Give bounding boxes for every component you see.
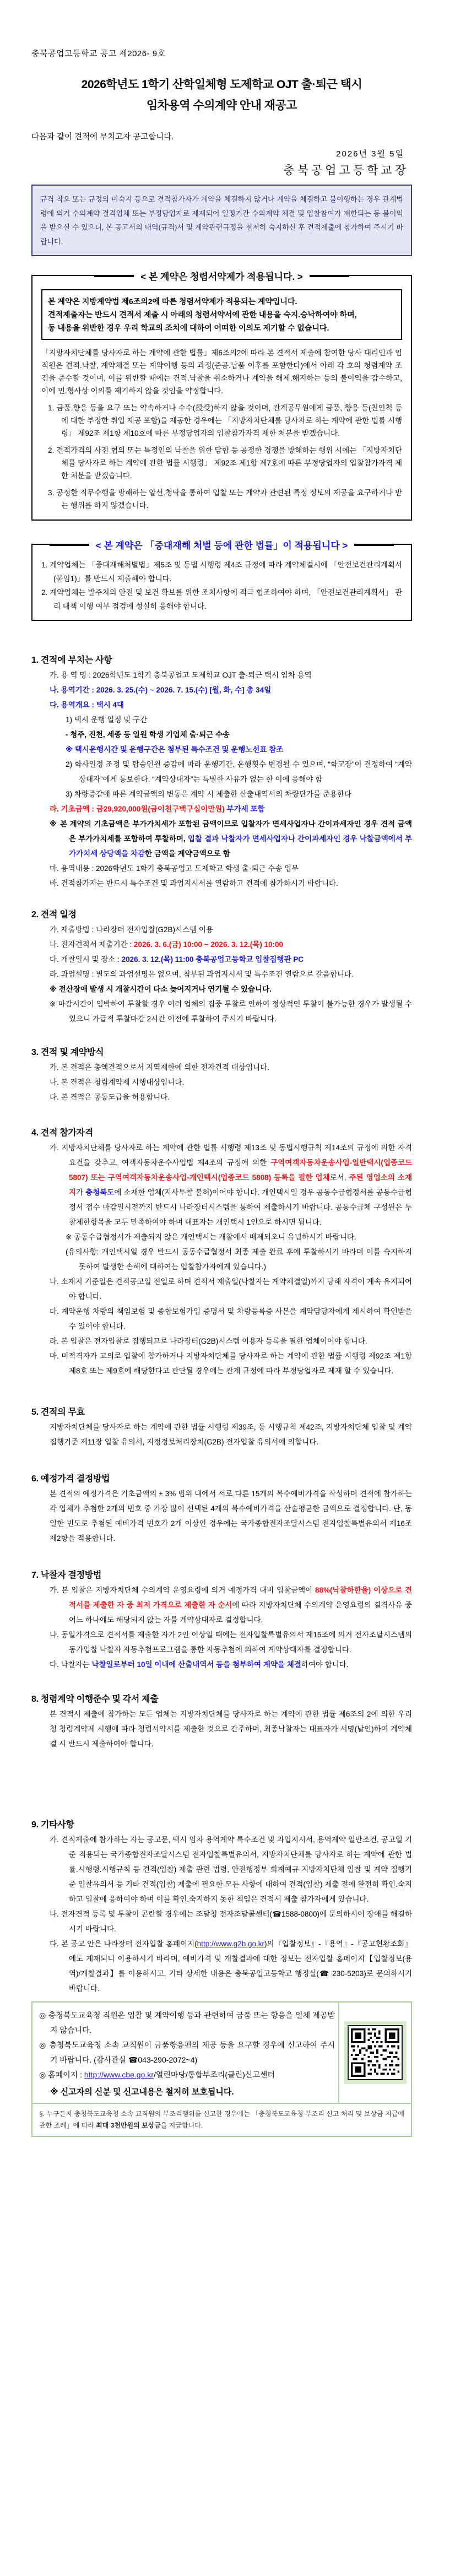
section-7-heading: 7. 낙찰자 결정방법	[31, 1571, 102, 1580]
s3-item-na: 나. 본 견적은 청렴계약제 시행대상입니다.	[50, 1078, 185, 1086]
g2b-link[interactable]: http://www.g2b.go.kr	[197, 1940, 264, 1948]
s4-joint-caution: (유의사항: 개인택시일 경우 반드시 공동수급협정서 최종 제출 완료 후에 투찰하시기 바라며 이를 숙지하지 못하여 발생한 손해에 대하여는 입찰참가자에게 있습니다.)	[66, 1248, 412, 1271]
s7-ga-black1: 가. 본 입찰은 지방자치단체 수의계약 운영요령에 의거 예정가격 대비 입찰금액이	[50, 1586, 315, 1594]
pledge-item-1: 1. 금품.향응 등을 요구 또는 약속하거나 수수(授受)하지 않을 것이며, 관계공무원에게 금품, 향응 등(친인척 등에 대한 부정한 취업 제공 포함)을 제공한 경우에는 「지방자치단체를 당사자로 하는 계약에 관한 법률 시행령」 제92조 제1항 제10호에 따른 부정당업자의 입찰참가자격 제한 처분을 받겠습니다.	[48, 404, 402, 437]
homepage-label: ◎ 홈페이지 :	[39, 2070, 84, 2079]
s1-service-name: 가. 용 역 명 : 2026학년도 1학기 충북공업고 도제학교 OJT 출·퇴근 택시 임차 용역	[50, 671, 312, 679]
integrity-pledge-title-row	[32, 269, 411, 283]
safety-item-2: 2. 계약업체는 발주처의 안전 및 보건 확보를 위한 조치사항에 적극 협조하여야 하며, 「안전보건관리계획서」 관리 대책 이행 여부 점검에 성실히 응해야 합니다.	[41, 588, 402, 610]
s4-ga-black2: 로서,	[329, 1173, 349, 1182]
base-amount-value: 금29,920,000원(금이천구백구십이만원)	[96, 805, 225, 813]
vat-note-black1: ※ 본 계약의 기초금액은 부가가치세가 포함된 금액이므로 입찰자가 면세사업자나 간이과세자인 경우 견적 금액은 부가가치세를 포함하여 투찰하며,	[50, 820, 412, 843]
safety-title-row	[32, 538, 411, 551]
vat-note-blue: 입찰 결과 낙찰자가 면세사업자나 간이과세자인 경우 낙찰금액에서 부가가치세 상당액을 차감	[69, 835, 412, 858]
s4-insurance: 다. 계약운행 차량의 책임보험 및 종합보험가입 증명서 및 차량등록증 사본을 계약담당자에게 제시하여 확인받을 수 있어야 합니다.	[50, 1307, 412, 1330]
s4-ga-black4: 에 소재한 업체(지사투찰 불허)이어야 합니다. 개인택시일 경우 공동수급협정서를 공동수급협정서 접수 마감일시전까지 반드시 나라장터시스템을 통하여 제출하시기 바랍니다. 공동수급체 구성원은 투찰제한항목을 모두 만족하여야 하며 대표자는 개인택시 1인으로 하시면 됩니다.	[69, 1188, 412, 1226]
reward-text-post: 을 지급합니다.	[160, 2122, 203, 2129]
s2-deadline-note: ※ 마감시간이 임박하여 투찰할 경우 여러 업체의 집중 투찰로 인하여 정상적인 투찰이 불가능한 경우가 발생될 수 있으니 가급적 투찰마감 2시간 이전에 투찰하여 주시기 바랍니다.	[50, 1000, 412, 1023]
s4-ga-red1: 구역여객자동차운송사업-일반택시(업종코드 5807) 또는 구역여객자동차운송사업-개인택시(업종코드 5808) 등록을 필한 업체	[69, 1159, 412, 1182]
title-rule-right	[310, 275, 349, 277]
s1-vat-note	[50, 816, 412, 861]
s7-ga-black2: 에 따라 지방자치단체 수의계약 운영요령의 결격사유 중 어느 하나에도 해당되지 않는 자를 계약상대자로 결정합니다.	[69, 1601, 413, 1624]
s7-da-blue: 낙찰일로부터 10일 이내에 산출내역서 등을 첨부하여 계약을 체결	[91, 1660, 301, 1669]
s3-item-ga: 가. 본 견적은 총액견적으로서 지역제한에 의한 전자견적 대상입니다.	[50, 1063, 269, 1071]
safety-item-1: 1. 계약업체는 「중대재해처벌법」제5조 및 동법 시행령 제4조 규정에 따라 계약체결시에 「안전보건관리계획서(붙임1)」를 반드시 제출해야 합니다.	[41, 561, 402, 583]
caution-box: 규격 착오 또는 규정의 미숙지 등으로 견적참가자가 계약을 체결하지 않거나 계약을 체결하고 불이행하는 경우 관계법령에 의거 수의계약 결격업체 또는 부정당업자로 제재되어 일정기간 수의계약 체결 및 입찰참여가 제한되는 등 불이익을 받으실 수 있으니, 본 공고서의 내역(규격)서 및 계약관련규정을 철저히 숙지하신 후 견적제출에 참가하여 주시기 바랍니다.	[31, 185, 412, 256]
qr-cell	[338, 2003, 411, 2103]
pledge-summary-line1: 본 계약은 지방계약법 제6조의2에 따른 청렴서약제가 적용되는 계약입니다.	[48, 297, 297, 306]
clean-report-top	[32, 2003, 411, 2103]
s4-g2b-registration: 라. 본 입찰은 전자입찰로 집행되므로 나라장터(G2B)시스템 이용자 등록을 필한 업체이어야 합니다.	[50, 1337, 367, 1345]
intro-line: 다음과 같이 견적에 부치고자 공고합니다.	[31, 133, 174, 142]
submit-period-label: 나. 전자견적서 제출기간 :	[50, 940, 134, 949]
s9-callcenter: 나. 전자견적 등록 및 투찰이 곤란할 경우에는 조달청 전자조달콜센터(☎1588-0800)에 문의하시어 장애를 해결하시기 바랍니다.	[50, 1910, 412, 1933]
integrity-pledge-title: < 본 계약은 청렴서약제가 적용됩니다. >	[134, 269, 310, 283]
s2-task-description: 라. 과업설명 : 별도의 과업설명은 없으며, 첨부된 과업지시서 및 특수조건 열람으로 갈음합니다.	[50, 970, 354, 978]
reward-notice	[32, 2103, 411, 2136]
s9-da-pre: 다. 본 공고 안은 나라장터 전자입찰 홈페이지(	[50, 1940, 197, 1948]
section-2	[31, 907, 412, 1026]
s1-service-content: 마. 용역내용 : 2026학년도 1학기 충북공업고 도제학교 학생 출·퇴근 수송 업무	[50, 864, 299, 873]
section-5-heading: 5. 견적의 무효	[31, 1408, 85, 1417]
section-9-heading: 9. 기타사항	[31, 1820, 74, 1830]
clean-item-2: ◎ 충청북도교육청 소속 교직원이 금품향응편의 제공 등을 요구할 경우에 신고하여 주시기 바랍니다. (감사관실 ☎043-290-2072~4)	[39, 2041, 335, 2064]
document-title-line2: 임차용역 수의계약 안내 재공고	[146, 99, 297, 112]
opening-value: 2026. 3. 12.(목) 11:00 충북공업고등학교 입찰집행관 PC	[121, 955, 304, 964]
reporter-protection-note: ※ 신고자의 신분 및 신고내용은 철저히 보호됩니다.	[50, 2087, 234, 2097]
submit-period-value: 2026. 3. 6.(금) 10:00 ~ 2026. 3. 12.(목) 10:00	[133, 940, 284, 949]
s7-award-rule	[50, 1583, 412, 1627]
section-2-heading: 2. 견적 일정	[31, 910, 77, 919]
s3-item-da: 다. 본 견적은 공동도급을 허용합니다.	[50, 1093, 170, 1101]
pledge-item-2: 2. 견적가격의 사전 협의 또는 특정인의 낙찰을 위한 담합 등 공정한 경쟁을 방해하는 행위 시에는 「지방자치단체를 당사자로 하는 계약에 관한 법률 시행령」 제92조 제1항 제7호에 따른 부정당업자의 입찰참가자격 제한 처분을 받겠습니다.	[48, 446, 402, 480]
section-4-heading: 4. 견적 참가자격	[31, 1128, 93, 1138]
qr-code	[348, 2025, 403, 2080]
s7-contract-deadline	[50, 1657, 412, 1672]
s9-documents: 가. 견적제출에 참가하는 자는 공고문, 택시 임차 용역계약 특수조건 및 과업지시서, 용역계약 일반조건, 공고일 기준 적용되는 국가종합전자조달시스템 전자입찰특별유의서, 지방자치단체를 당사자로 하는 계약에 관한 법률.시행령.시행규칙 등 견적(입찰) 제출 관련 법령, 안전행정부 회계예규 지방자치단체 입찰 및 계약 집행기준 입찰유의서 등 기타 견적(입찰) 제출에 필요한 모든 사항에 대하여 견적(입찰) 제출 전에 완전히 확인.숙지하고 입찰에 응하여야 하며 이를 확인.숙지하지 못한 책임은 견적서 제출 참가자에게 있습니다.	[50, 1836, 412, 1903]
s1-service-period: 나. 용역기간 : 2026. 3. 25.(수) ~ 2026. 7. 15.(수) [월, 화, 수] 총 34일	[50, 686, 272, 694]
document-title	[31, 74, 412, 116]
reward-amount: 최대 3천만원의 보상금	[96, 2122, 161, 2129]
title-rule-left	[50, 544, 89, 546]
s7-da-black1: 다. 낙찰자는	[50, 1660, 92, 1669]
s9-da-post: )의『입찰정보』-『용역』-『공고현황조회』에도 게재되니 이용하시기 바라며, 예비가격 및 개찰결과에 대한 정보는 전자입찰 홈페이지【입찰정보(용역)/개찰결과】를 이용하시고, 기타 상세한 내용은 충북공업고등학교 행정실(☎ 230-5203)로 문의하시기 바랍니다.	[69, 1940, 412, 1993]
serious-accident-law-box	[31, 540, 412, 621]
document-title-line1: 2026학년도 1학기 산학일체형 도제학교 OJT 출·퇴근 택시	[81, 78, 362, 91]
section-8	[31, 1692, 412, 1751]
s7-da-black2: 하여야 합니다.	[301, 1660, 349, 1669]
base-amount-vat: 부가세 포함	[224, 805, 265, 813]
announcement-date: 2026년 3월 5일	[336, 149, 404, 159]
vat-note-black2: 한 금액을 계약금액으로 함	[144, 849, 230, 858]
cbe-link[interactable]: http://www.cbe.go.kr	[84, 2070, 154, 2079]
section-6-heading: 6. 예정가격 결정방법	[31, 1474, 110, 1484]
s4-ga-black1: 가. 지방자치단체를 당사자로 하는 계약에 관한 법률 시행령 제13조 및 동법시행규칙 제14조의 규정에 의한 자격요건을 갖추고, 여객자동차운수사업법 제4조의 규정에 의한	[50, 1144, 412, 1167]
s4-ga-red2: 주된 영업소의 소재지	[69, 1173, 412, 1197]
title-rule-right	[354, 544, 394, 546]
s7-tie-rule: 나. 동일가격으로 견적서를 제출한 자가 2인 이상일 때에는 전자입찰특별유의서 제15조에 의거 전자조달시스템의 동가입찰 낙찰자 자동추첨프로그램을 통한 자동추첨에 의하여 계약상대자를 결정합니다.	[50, 1631, 412, 1654]
section-5	[31, 1405, 412, 1449]
section-4	[31, 1125, 412, 1378]
s6-body: 본 견적의 예정가격은 기초금액의 ± 3% 범위 내에서 서로 다른 15개의 복수예비가격을 작성하며 견적에 참가하는 각 업체가 추첨한 2개의 번호 중 가장 많이 선택된 4개의 복수예비가격을 산술평균한 금액으로 결정합니다. 단, 동일한 빈도로 추첨된 예비가격 번호가 2개 이상인 경우에는 국가종합전자조달시스템 전자입찰특별유의서 제16조 제2항을 적용합니다.	[50, 1490, 412, 1543]
section-9	[31, 1817, 412, 1996]
clean-item-3	[39, 2068, 335, 2082]
s4-qualification	[50, 1140, 412, 1230]
clean-item-1: ◎ 충청북도교육청 직원은 입찰 및 계약이행 등과 관련하여 금품 또는 향응을 일체 제공받지 않습니다.	[39, 2011, 335, 2034]
section-8-heading: 8. 청렴계약 이행준수 및 각서 제출	[31, 1695, 159, 1704]
s1-participation-note: 바. 견적참가자는 반드시 특수조건 및 과업지시서를 열람하고 견적에 참가하시기 바랍니다.	[50, 879, 338, 887]
s2-submit-period	[50, 937, 412, 952]
s1-route-note: ※ 택시운행시간 및 운행구간은 첨부된 특수조건 및 운행노선표 참조	[66, 745, 284, 754]
s5-body: 지방자치단체를 당사자로 하는 계약에 관한 법률 시행령 제39조, 동 시행규칙 제42조, 지방자치단체 입찰 및 계약 집행기준 제11장 입찰 유의서, 지정정보처리장치(G2B) 전자입찰 유의서에 의합니다.	[50, 1423, 412, 1446]
section-1-heading: 1. 견적에 부치는 사항	[31, 656, 112, 665]
section-3	[31, 1045, 412, 1105]
s1-route-line: - 청주, 진천, 세종 등 일원 학생 기업체 출·퇴근 수송	[66, 730, 230, 739]
pledge-intro-paragraph: 「지방자치단체를 당사자로 하는 계약에 관한 법률」제6조의2에 따라 본 견적서 제출에 참여한 당사 대리인과 임직원은 견적.낙찰, 계약체결 또는 계약이행 등의 과정(준공.납품 이후를 포함한다)에서 아래 각 호의 청렴계약 조건을 준수할 것이며, 이를 위반할 때에는 견적.낙찰을 취소하거나 계약을 해제.해지하는 등의 불이익을 감수하고, 이에 민.형사상 이의를 제기하지 않을 것임을 약정합니다.	[41, 349, 402, 395]
s1-service-overview: 다. 용역개요 : 택시 4대	[50, 701, 124, 709]
opening-label: 다. 개찰일시 및 장소 :	[50, 955, 122, 964]
homepage-path: /열린마당/통합부조리(클린)신고센터	[153, 2070, 275, 2079]
s4-ga-blue: 충청북도	[85, 1188, 115, 1197]
reward-text-pre: §. 누구든지 충청북도교육청 소속 교직원의 부조리행위를 신고한 경우에는 「충청북도교육청 부조리 신고 처리 및 보상금 지급에 관한 조례」에 따라	[39, 2110, 404, 2129]
s1-sub-schedule: 1) 택시 운행 일정 및 구간	[66, 716, 148, 724]
integrity-pledge-summary-box	[41, 289, 402, 340]
base-amount-label: 라. 기초금액 :	[50, 805, 96, 813]
s4-sanction: 마. 미적격자가 고의로 입찰에 참가하거나 지방자치단체를 당사자로 하는 계약에 관한 법률 시행령 제92조 제1항 제8호 또는 제9호에 해당한다고 판단될 경우에는 관계 규정에 따라 부정당업자로 제재 할 수 있습니다.	[50, 1352, 412, 1375]
s4-location-basis: 나. 소재지 기준일은 견적공고일 전일로 하며 견적서 제출일(낙찰자는 계약체결일)까지 당해 자격이 계속 유지되어야 합니다.	[50, 1278, 412, 1301]
s2-submit-method: 가. 제출방법 : 나라장터 전자입찰(G2B)시스템 이용	[50, 926, 213, 934]
s1-base-amount	[50, 802, 412, 816]
clean-report-box	[31, 2001, 412, 2137]
s1-sub-unitprice: 3) 차량증감에 따른 계약금액의 변동은 계약 시 제출한 산출내역서의 차량단가를 준용한다	[66, 790, 351, 798]
s4-joint-note: ※ 공동수급협정서가 제출되지 않은 개인택시는 개찰에서 배제되오니 유념하시기 바랍니다.	[66, 1233, 356, 1241]
integrity-pledge-box	[31, 272, 412, 521]
notice-number: 충북공업고등학교 공고 제2026- 9호	[31, 49, 166, 58]
s2-opening-datetime	[50, 952, 412, 967]
section-6	[31, 1471, 412, 1546]
section-3-heading: 3. 견적 및 계약방식	[31, 1048, 104, 1057]
s7-ga-red: 88%(낙찰하한율) 이상으로 견적서를 제출한 자 중 최저 가격으로 제출한 자 순서	[69, 1586, 412, 1609]
issuer-name: 충북공업고등학교장	[283, 164, 409, 177]
title-rule-left	[94, 275, 134, 277]
section-1	[31, 653, 412, 891]
s2-system-delay-note: ※ 전산장애 발생 시 개찰시간이 다소 늦어지거나 연기될 수 있습니다.	[50, 985, 272, 993]
s1-sub-change: 2) 학사일정 조정 및 탑승인원 증감에 따라 운행기간, 운행횟수 변경될 수 있으며, “학교장”이 결정하여 “계약상대자”에게 통보한다. “계약상대자”는 특별한 사유가 없는 한 이에 응해야 함	[66, 760, 412, 783]
qr-panel	[344, 2021, 407, 2084]
s4-ga-black3: 가	[76, 1188, 86, 1197]
s8-body: 본 견적서 제출에 참가하는 모든 업체는 지방자치단체를 당사자로 하는 계약에 관한 법률 제6조의 2에 의한 우리청 청렴계약제 시행에 따라 청렴서약서를 제출한 것으로 간주하며, 최종낙찰자는 대표자가 서명(날인)하여 계약체결 시 반드시 제출하여야 합니다.	[50, 1710, 412, 1748]
safety-box-title: < 본 계약은 「중대재해 처벌 등에 관한 법률」이 적용됩니다 >	[89, 538, 355, 551]
s9-homepage	[50, 1936, 412, 1996]
pledge-item-3: 3. 공정한 직무수행을 방해하는 알선.청탁을 통하여 입찰 또는 계약과 관련된 특정 정보의 제공을 요구하거나 받는 행위를 하지 않겠습니다.	[48, 489, 402, 510]
section-7	[31, 1568, 412, 1672]
clean-report-items	[32, 2003, 338, 2103]
pledge-summary-line2: 견적제출자는 반드시 견적서 제출 시 아래의 청렴서약서에 관한 내용을 숙지.승낙하여야 하며,	[48, 310, 357, 319]
pledge-summary-line3: 동 내용을 위반한 경우 우리 학교의 조치에 대하여 어떠한 이의도 제기할 수 없습니다.	[48, 323, 329, 332]
